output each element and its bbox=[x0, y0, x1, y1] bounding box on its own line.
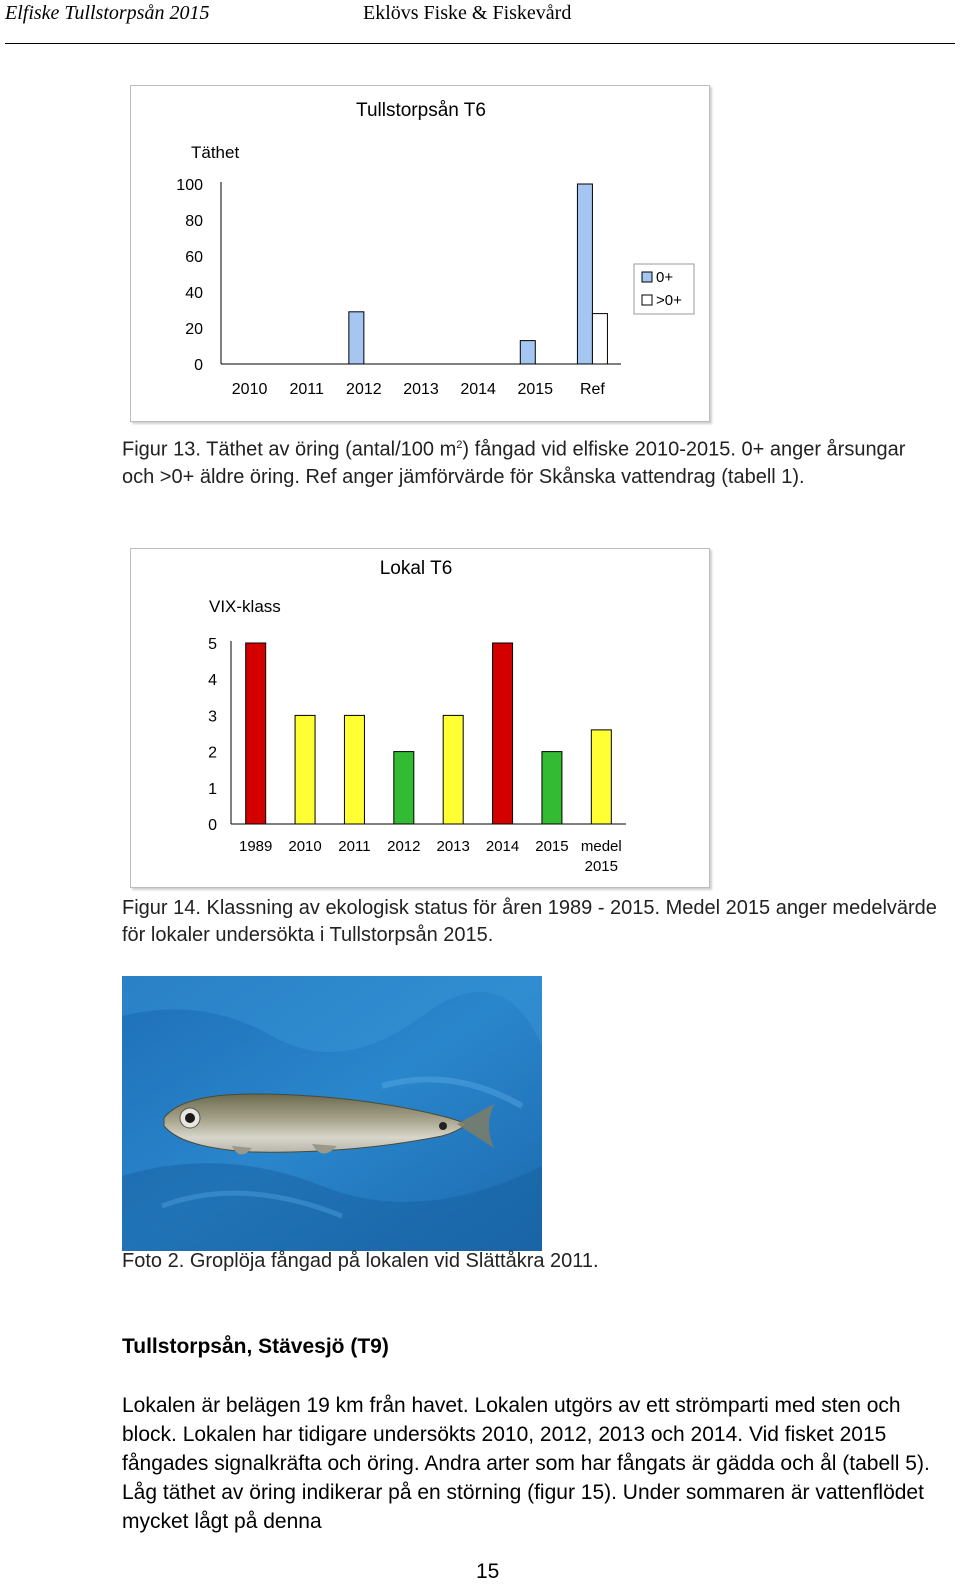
x-tick-label: 2014 bbox=[460, 381, 496, 398]
section-paragraph: Lokalen är belägen 19 km från havet. Lokalen utgörs av ett strömparti med sten och block. Lokalen har tidigare undersökts 2010, 2012, 2013 och 2014. Vid fisket 2015 fångades signalkräfta och öring. Andra arter som har fångats är gädda och ål (tabell 5). Låg täthet av öring indikerar på en störning (figur 15). Under sommaren är vattenflödet mycket lågt på denna bbox=[122, 1394, 930, 1533]
section-title: Tullstorpsån, Stävesjö (T9) bbox=[122, 1335, 389, 1358]
chart-title: Lokal T6 bbox=[379, 558, 453, 579]
x-tick-label: 2013 bbox=[436, 838, 470, 855]
y-tick-label: 3 bbox=[208, 708, 217, 726]
bar-older-Ref bbox=[592, 314, 607, 364]
y-tick-label: 20 bbox=[185, 321, 203, 338]
bar-2010 bbox=[295, 715, 315, 824]
fish-photo-image bbox=[122, 976, 542, 1251]
bar-2011 bbox=[344, 715, 364, 824]
x-tick-label: 2010 bbox=[288, 838, 322, 855]
bar-0plus-Ref bbox=[577, 184, 592, 364]
x-tick-label: 2015 bbox=[535, 838, 569, 855]
bar-0plus-2015 bbox=[520, 341, 535, 364]
header-right-title: Eklövs Fiske & Fiskevård bbox=[363, 2, 572, 24]
figure-13-caption-sup: 2 bbox=[456, 439, 463, 451]
bar-0plus-2012 bbox=[349, 312, 364, 364]
photo-caption: Foto 2. Groplöja fångad på lokalen vid Slättåkra 2011. bbox=[122, 1250, 599, 1272]
y-tick-label: 60 bbox=[185, 249, 203, 266]
y-tick-label: 0 bbox=[194, 357, 203, 374]
page-number: 15 bbox=[476, 1560, 500, 1583]
x-tick-label: 2014 bbox=[485, 838, 520, 855]
y-axis-label: VIX-klass bbox=[209, 597, 281, 616]
legend-label: 0+ bbox=[656, 269, 674, 286]
header-divider bbox=[5, 43, 955, 44]
y-axis-label: Täthet bbox=[191, 143, 240, 162]
bar-2014 bbox=[493, 643, 513, 824]
y-tick-label: 80 bbox=[185, 213, 203, 230]
density-chart-svg bbox=[131, 86, 709, 421]
y-tick-label: 100 bbox=[176, 177, 203, 194]
x-tick-label: 2010 bbox=[231, 381, 268, 398]
y-tick-label: 1 bbox=[208, 780, 217, 798]
y-tick-label: 40 bbox=[185, 285, 203, 302]
legend-swatch bbox=[642, 272, 652, 282]
y-tick-label: 0 bbox=[208, 817, 217, 834]
legend-label: >0+ bbox=[656, 292, 682, 309]
x-tick-label: 2015 bbox=[517, 381, 554, 398]
x-tick-label: Ref bbox=[579, 381, 605, 398]
x-tick-label: 2012 bbox=[387, 838, 421, 855]
figure-13-caption bbox=[122, 432, 942, 491]
chart-title: Tullstorpsån T6 bbox=[356, 100, 486, 121]
bar-1989 bbox=[246, 643, 266, 824]
bar-2015 bbox=[542, 752, 562, 824]
header-left-title: Elfiske Tullstorpsån 2015 bbox=[5, 2, 210, 24]
x-tick-label: 2015 bbox=[584, 858, 618, 875]
x-tick-label: 2011 bbox=[338, 838, 371, 855]
y-tick-label: 4 bbox=[208, 672, 217, 690]
legend-swatch bbox=[642, 295, 652, 305]
x-tick-label: 2011 bbox=[289, 381, 324, 398]
figure-13-caption-part1: Figur 13. Täthet av öring (antal/100 m bbox=[122, 438, 457, 461]
y-tick-label: 2 bbox=[208, 744, 217, 762]
vix-chart-svg bbox=[131, 549, 709, 887]
bar-medel-2015 bbox=[591, 730, 611, 824]
figure-13-caption-part2: ) fångad vid elfiske 2010-2015. 0+ anger årsungar och >0+ äldre öring. Ref anger jämförvärde för Skånska vattendrag (tabell 1). bbox=[122, 438, 906, 488]
y-tick-label: 5 bbox=[208, 636, 217, 653]
bar-2013 bbox=[443, 715, 463, 824]
x-tick-label: 2012 bbox=[346, 381, 382, 398]
fish-photo bbox=[122, 976, 542, 1251]
density-chart bbox=[130, 85, 710, 422]
x-tick-label: 2013 bbox=[403, 381, 439, 398]
figure-14-caption: Figur 14. Klassning av ekologisk status för åren 1989 - 2015. Medel 2015 anger medelvärde för lokaler undersökta i Tullstorpsån 2015. bbox=[122, 897, 937, 946]
bar-2012 bbox=[394, 752, 414, 824]
x-tick-label: 1989 bbox=[239, 838, 273, 855]
x-tick-label: medel bbox=[580, 838, 622, 855]
vix-chart bbox=[130, 548, 710, 888]
